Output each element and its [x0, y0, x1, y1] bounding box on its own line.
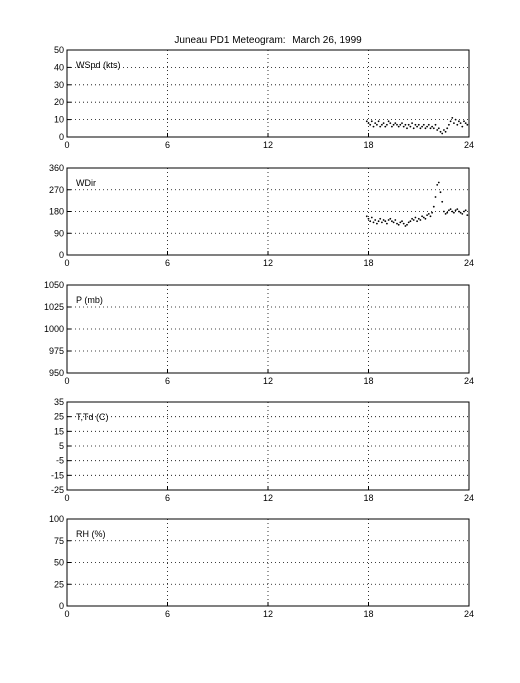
data-point [461, 213, 463, 215]
data-point [426, 126, 428, 128]
data-point [428, 213, 430, 215]
panel-variable-label: RH (%) [76, 529, 106, 539]
data-point [430, 127, 432, 129]
data-point [458, 211, 460, 213]
data-point [405, 124, 407, 126]
x-tick-label: 6 [164, 609, 171, 619]
data-point [376, 124, 378, 126]
data-point [384, 126, 386, 128]
data-point [465, 122, 467, 124]
data-point [366, 120, 368, 122]
data-point [431, 126, 433, 128]
data-point [398, 224, 400, 226]
x-tick-label: 24 [463, 140, 475, 150]
x-tick-label: 24 [463, 258, 475, 268]
data-point [399, 124, 401, 126]
y-tick-label: 180 [48, 206, 64, 217]
y-tick-label: 20 [53, 97, 64, 108]
data-point [450, 208, 452, 210]
data-point [366, 215, 368, 217]
x-tick-label: 18 [363, 609, 374, 619]
data-point [381, 222, 383, 224]
data-point [456, 208, 458, 210]
panel-5 [49, 514, 474, 619]
data-point [373, 126, 375, 128]
data-point [413, 219, 415, 221]
data-point [465, 209, 467, 211]
x-tick-label: 18 [363, 258, 374, 268]
data-point [378, 220, 380, 222]
panel-3 [44, 280, 474, 386]
panel-2 [49, 163, 474, 268]
x-tick-label: 12 [262, 609, 274, 619]
data-point [446, 212, 448, 214]
data-point [403, 126, 405, 128]
y-tick-label: -25 [50, 485, 64, 495]
data-point [371, 217, 373, 219]
data-point [398, 126, 400, 128]
x-tick-label: 18 [363, 376, 374, 386]
data-point [374, 219, 376, 221]
x-tick-label: 0 [64, 609, 70, 619]
data-point [383, 122, 385, 124]
data-point [460, 122, 462, 124]
data-point [376, 223, 378, 225]
data-point [418, 124, 420, 126]
data-point [461, 126, 463, 128]
y-tick-label: 75 [53, 535, 64, 546]
data-point [453, 122, 455, 124]
data-point [413, 127, 415, 129]
data-point [383, 219, 385, 221]
x-tick-label: 0 [64, 493, 70, 503]
data-point [386, 124, 388, 126]
data-point [416, 220, 418, 222]
data-point [440, 191, 442, 193]
data-point [410, 126, 412, 128]
data-point [371, 120, 373, 122]
data-point [445, 213, 447, 215]
data-point [435, 124, 437, 126]
data-point [466, 214, 468, 216]
y-tick-label: 50 [53, 45, 64, 55]
data-point [430, 215, 432, 217]
data-point [411, 122, 413, 124]
panel-variable-label: P (mb) [76, 295, 103, 305]
y-tick-label: 90 [53, 228, 64, 239]
data-point [450, 120, 452, 122]
x-tick-label: 24 [463, 609, 475, 619]
data-point [394, 122, 396, 124]
data-point [389, 122, 391, 124]
data-point [436, 184, 438, 186]
data-point [451, 117, 453, 119]
data-point [405, 225, 407, 227]
data-point [384, 220, 386, 222]
data-point [408, 124, 410, 126]
data-point [391, 126, 393, 128]
data-point [431, 212, 433, 214]
data-point [456, 124, 458, 126]
data-point [441, 201, 443, 203]
x-tick-label: 6 [164, 258, 171, 268]
data-point [415, 217, 417, 219]
data-point [394, 219, 396, 221]
data-point [440, 131, 442, 133]
data-point [378, 120, 380, 122]
data-point [406, 127, 408, 129]
data-point [423, 124, 425, 126]
y-tick-label: 1000 [43, 324, 64, 334]
data-point [433, 206, 435, 208]
data-point [401, 220, 403, 222]
y-tick-label: -15 [50, 470, 64, 481]
y-tick-label: 0 [58, 250, 64, 260]
panel-variable-label: WDir [76, 178, 96, 188]
data-point [416, 126, 418, 128]
data-point [425, 127, 427, 129]
data-point [466, 124, 468, 126]
panel-4 [51, 397, 474, 503]
data-point [445, 131, 447, 133]
data-point [458, 120, 460, 122]
data-point [369, 220, 371, 222]
data-point [410, 220, 412, 222]
data-point [433, 127, 435, 129]
data-point [436, 129, 438, 131]
y-tick-label: 1050 [43, 280, 64, 290]
data-point [388, 219, 390, 221]
data-point [411, 218, 413, 220]
data-point [368, 122, 370, 124]
data-point [393, 222, 395, 224]
data-point [418, 218, 420, 220]
y-tick-label: 360 [48, 163, 64, 173]
data-point [421, 215, 423, 217]
data-point [420, 127, 422, 129]
data-point [406, 224, 408, 226]
panel-variable-label: T,Td (C) [76, 412, 109, 422]
y-tick-label: 5 [58, 441, 64, 451]
x-tick-label: 12 [262, 258, 274, 268]
data-point [443, 129, 445, 131]
data-point [396, 124, 398, 126]
data-point [453, 212, 455, 214]
figure-date: March 26, 1999 [292, 35, 362, 46]
data-point [388, 120, 390, 122]
y-tick-label: 10 [53, 114, 64, 125]
data-point [443, 211, 445, 213]
x-tick-label: 24 [463, 376, 475, 386]
data-point [455, 209, 457, 211]
data-point [448, 124, 450, 126]
x-tick-label: 12 [262, 140, 274, 150]
y-tick-label: 15 [53, 426, 64, 437]
data-point [441, 133, 443, 135]
y-tick-label: -5 [55, 455, 64, 466]
data-point [438, 127, 440, 129]
x-tick-label: 0 [64, 258, 70, 268]
data-point [463, 211, 465, 213]
panels-container [44, 45, 474, 619]
data-point [374, 122, 376, 124]
y-tick-label: 270 [48, 184, 64, 195]
y-tick-label: 25 [53, 411, 64, 422]
x-tick-label: 18 [363, 140, 374, 150]
data-point [381, 124, 383, 126]
x-tick-label: 24 [463, 493, 475, 503]
data-point [401, 122, 403, 124]
x-tick-label: 12 [262, 493, 274, 503]
y-tick-label: 30 [53, 79, 64, 90]
data-point [438, 182, 440, 184]
data-point [420, 219, 422, 221]
y-tick-label: 100 [48, 514, 64, 524]
data-point [423, 217, 425, 219]
data-point [421, 126, 423, 128]
data-point [415, 124, 417, 126]
data-point [369, 124, 371, 126]
x-tick-label: 0 [64, 376, 70, 386]
data-point [389, 218, 391, 220]
y-tick-label: 1025 [43, 302, 64, 312]
y-tick-label: 50 [53, 557, 64, 568]
x-tick-label: 6 [164, 376, 171, 386]
data-point [386, 223, 388, 225]
panel-1 [54, 45, 474, 150]
data-point [379, 218, 381, 220]
data-point [428, 124, 430, 126]
y-tick-label: 0 [58, 601, 64, 611]
data-point [426, 214, 428, 216]
data-point [399, 222, 401, 224]
x-tick-label: 6 [164, 140, 171, 150]
data-point [396, 223, 398, 225]
data-point [393, 124, 395, 126]
y-tick-label: 35 [53, 397, 64, 407]
x-tick-label: 12 [262, 376, 274, 386]
data-point [408, 222, 410, 224]
x-tick-label: 0 [64, 140, 70, 150]
y-tick-label: 975 [48, 346, 64, 356]
data-point [460, 212, 462, 214]
data-point [448, 209, 450, 211]
y-tick-label: 0 [58, 132, 64, 142]
data-point [373, 222, 375, 224]
data-point [451, 211, 453, 213]
panel-variable-label: WSpd (kts) [76, 60, 121, 70]
data-point [435, 196, 437, 198]
data-point [463, 120, 465, 122]
y-tick-label: 25 [53, 579, 64, 590]
data-point [425, 218, 427, 220]
data-point [391, 220, 393, 222]
x-tick-label: 6 [164, 493, 171, 503]
data-point [379, 126, 381, 128]
data-point [446, 127, 448, 129]
data-point [403, 223, 405, 225]
y-tick-label: 950 [48, 368, 64, 378]
y-tick-label: 40 [53, 62, 64, 73]
x-tick-label: 18 [363, 493, 374, 503]
data-point [368, 218, 370, 220]
figure-title: Juneau PD1 Meteogram: [174, 35, 286, 46]
data-point [455, 119, 457, 121]
